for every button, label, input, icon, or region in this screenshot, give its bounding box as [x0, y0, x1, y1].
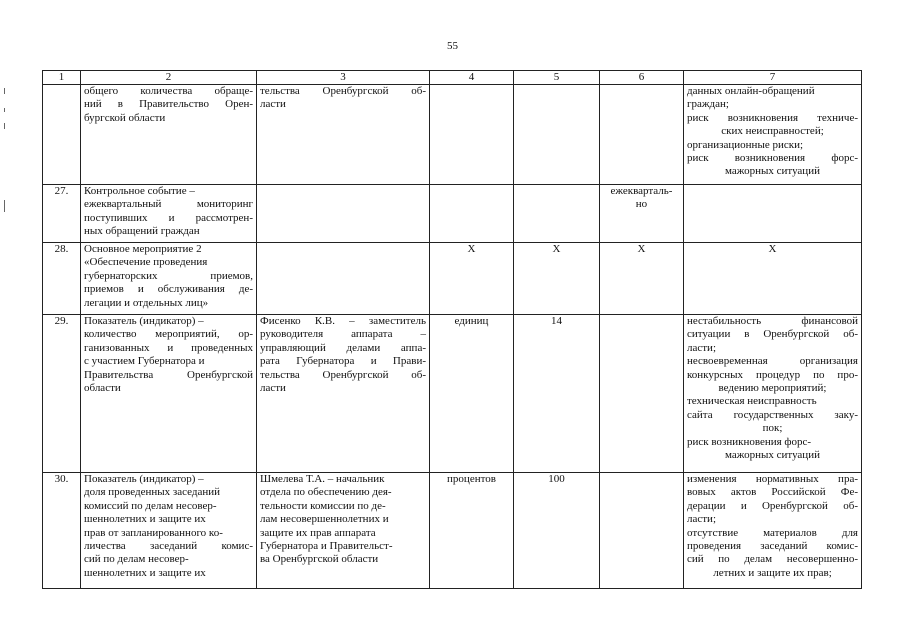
- row-number: 29.: [43, 315, 81, 473]
- text-line: ласти;: [687, 513, 717, 526]
- text-line: защите их прав аппарата: [260, 526, 376, 539]
- scan-mark: [4, 200, 5, 212]
- value-cell: [514, 85, 600, 185]
- scan-mark: [4, 108, 5, 112]
- text-line: ежекварталь-: [610, 185, 673, 197]
- unit-cell: Х: [430, 243, 514, 315]
- risk-cell: [684, 243, 862, 315]
- text-line: риск возникновения техниче-: [687, 111, 858, 124]
- table-row: [43, 85, 862, 185]
- column-number: 6: [600, 71, 684, 85]
- text-line: ситуации в Оренбургской об-: [687, 328, 858, 341]
- text-line: шеннолетних и защите их: [84, 513, 206, 526]
- text-line: Контрольное событие –: [84, 185, 195, 197]
- table-row: [43, 243, 862, 315]
- text-line: приемов и обслуживания де-: [84, 283, 253, 296]
- scan-mark: [4, 88, 5, 94]
- period-cell: [600, 85, 684, 185]
- text-line: Х: [768, 243, 777, 255]
- text-line: Показатель (индикатор) –: [84, 473, 204, 485]
- risk-cell: [684, 185, 862, 243]
- row-number: 30.: [43, 473, 81, 589]
- column-number: 5: [514, 71, 600, 85]
- unit-cell: [430, 185, 514, 243]
- text-line: Основное мероприятие 2: [84, 243, 202, 255]
- text-line: с участием Губернатора и: [84, 355, 205, 368]
- column-number: 7: [684, 71, 862, 85]
- responsible-cell: [257, 473, 430, 589]
- text-line: мажорных ситуаций: [725, 449, 820, 462]
- text-line: губернаторских приемов,: [84, 269, 253, 282]
- text-line: ва Оренбургской области: [260, 553, 379, 566]
- row-number: 28.: [43, 243, 81, 315]
- text-line: отсутствие материалов для: [687, 526, 858, 539]
- text-line: Фисенко К.В. – заместитель: [260, 315, 426, 327]
- value-cell: 100: [514, 473, 600, 589]
- text-line: риск возникновения форс-: [687, 152, 858, 165]
- value-cell: [514, 185, 600, 243]
- scan-mark: [4, 123, 5, 129]
- text-line: риск возникновения форс-: [687, 435, 812, 448]
- text-line: области: [84, 382, 121, 395]
- text-line: бургской области: [84, 111, 166, 124]
- unit-cell: процентов: [430, 473, 514, 589]
- text-line: тельства Оренбургской об-: [260, 368, 426, 381]
- text-line: личества заседаний комис-: [84, 540, 253, 553]
- responsible-cell: [257, 315, 430, 473]
- text-line: Губернатора и Правительст-: [260, 540, 393, 553]
- text-line: вовых актов Российской Фе-: [687, 486, 858, 499]
- text-line: лам несовершеннолетних и: [260, 513, 389, 526]
- value-cell: Х: [514, 243, 600, 315]
- text-line: несвоевременная организация: [687, 355, 858, 368]
- table-row: [43, 473, 862, 589]
- description-cell: [81, 473, 257, 589]
- text-line: ских неисправностей;: [721, 125, 824, 138]
- text-line: ласти: [260, 382, 286, 395]
- text-line: конкурсных процедур по про-: [687, 368, 858, 381]
- text-line: организационные риски;: [687, 138, 804, 151]
- text-line: комиссий по делам несовер-: [84, 499, 217, 512]
- text-line: Х: [637, 243, 646, 255]
- text-line: техническая неисправность: [687, 395, 817, 408]
- description-cell: [81, 243, 257, 315]
- text-line: летних и защите их прав;: [713, 566, 832, 579]
- description-cell: [81, 315, 257, 473]
- column-number-header: [43, 71, 862, 85]
- text-line: сайта государственных заку-: [687, 408, 858, 421]
- unit-cell: [430, 85, 514, 185]
- text-line: изменения нормативных пра-: [687, 473, 858, 485]
- text-line: Показатель (индикатор) –: [84, 315, 204, 327]
- risk-cell: [684, 473, 862, 589]
- value-cell: 14: [514, 315, 600, 473]
- row-number: [43, 85, 81, 185]
- description-cell: [81, 85, 257, 185]
- responsible-cell: [257, 185, 430, 243]
- text-line: проведения заседаний комис-: [687, 540, 858, 553]
- table-row: [43, 185, 862, 243]
- text-line: Шмелева Т.А. – начальник: [260, 473, 385, 485]
- text-line: общего количества обраще-: [84, 85, 253, 97]
- column-number: 2: [81, 71, 257, 85]
- text-line: «Обеспечение проведения: [84, 256, 208, 269]
- text-line: ганизованных и проведенных: [84, 341, 253, 354]
- text-line: пок;: [762, 422, 783, 435]
- responsible-cell: [257, 243, 430, 315]
- text-line: отдела по обеспечению дея-: [260, 486, 392, 499]
- column-number: 4: [430, 71, 514, 85]
- text-line: граждан;: [687, 98, 729, 111]
- text-line: но: [635, 198, 648, 211]
- text-line: легации и отдельных лиц»: [84, 296, 209, 309]
- period-cell: [600, 185, 684, 243]
- text-line: доля проведенных заседаний: [84, 486, 221, 499]
- page-number: 55: [447, 40, 458, 52]
- text-line: рата Губернатора и Прави-: [260, 355, 426, 368]
- text-line: руководителя аппарата –: [260, 328, 426, 341]
- text-line: ний в Правительство Орен-: [84, 98, 253, 111]
- text-line: ведению мероприятий;: [718, 382, 827, 395]
- column-number: 3: [257, 71, 430, 85]
- period-cell: [600, 315, 684, 473]
- text-line: ласти;: [687, 341, 717, 354]
- text-line: дерации и Оренбургской об-: [687, 499, 858, 512]
- period-cell: [600, 473, 684, 589]
- text-line: сий по делам несовершенно-: [687, 553, 858, 566]
- risk-cell: [684, 85, 862, 185]
- text-line: тельства Оренбургской об-: [260, 85, 426, 97]
- row-number: 27.: [43, 185, 81, 243]
- text-line: ежеквартальный мониторинг: [84, 198, 253, 211]
- text-line: данных онлайн-обращений: [687, 85, 815, 97]
- text-line: количество мероприятий, ор-: [84, 328, 253, 341]
- unit-cell: единиц: [430, 315, 514, 473]
- responsible-cell: [257, 85, 430, 185]
- text-line: ласти: [260, 98, 286, 111]
- text-line: мажорных ситуаций: [725, 165, 820, 178]
- column-number: 1: [43, 71, 81, 85]
- period-cell: [600, 243, 684, 315]
- text-line: ных обращений граждан: [84, 225, 200, 238]
- table-row: [43, 315, 862, 473]
- text-line: поступивших и рассмотрен-: [84, 211, 253, 224]
- text-line: Правительства Оренбургской: [84, 368, 253, 381]
- document-table: [42, 70, 862, 589]
- text-line: тельности комиссии по де-: [260, 499, 386, 512]
- risk-cell: [684, 315, 862, 473]
- text-line: прав от запланированного ко-: [84, 526, 223, 539]
- description-cell: [81, 185, 257, 243]
- text-line: сий по делам несовер-: [84, 553, 189, 566]
- text-line: нестабильность финансовой: [687, 315, 858, 327]
- text-line: управляющий делами аппа-: [260, 341, 426, 354]
- text-line: шеннолетних и защите их: [84, 566, 206, 579]
